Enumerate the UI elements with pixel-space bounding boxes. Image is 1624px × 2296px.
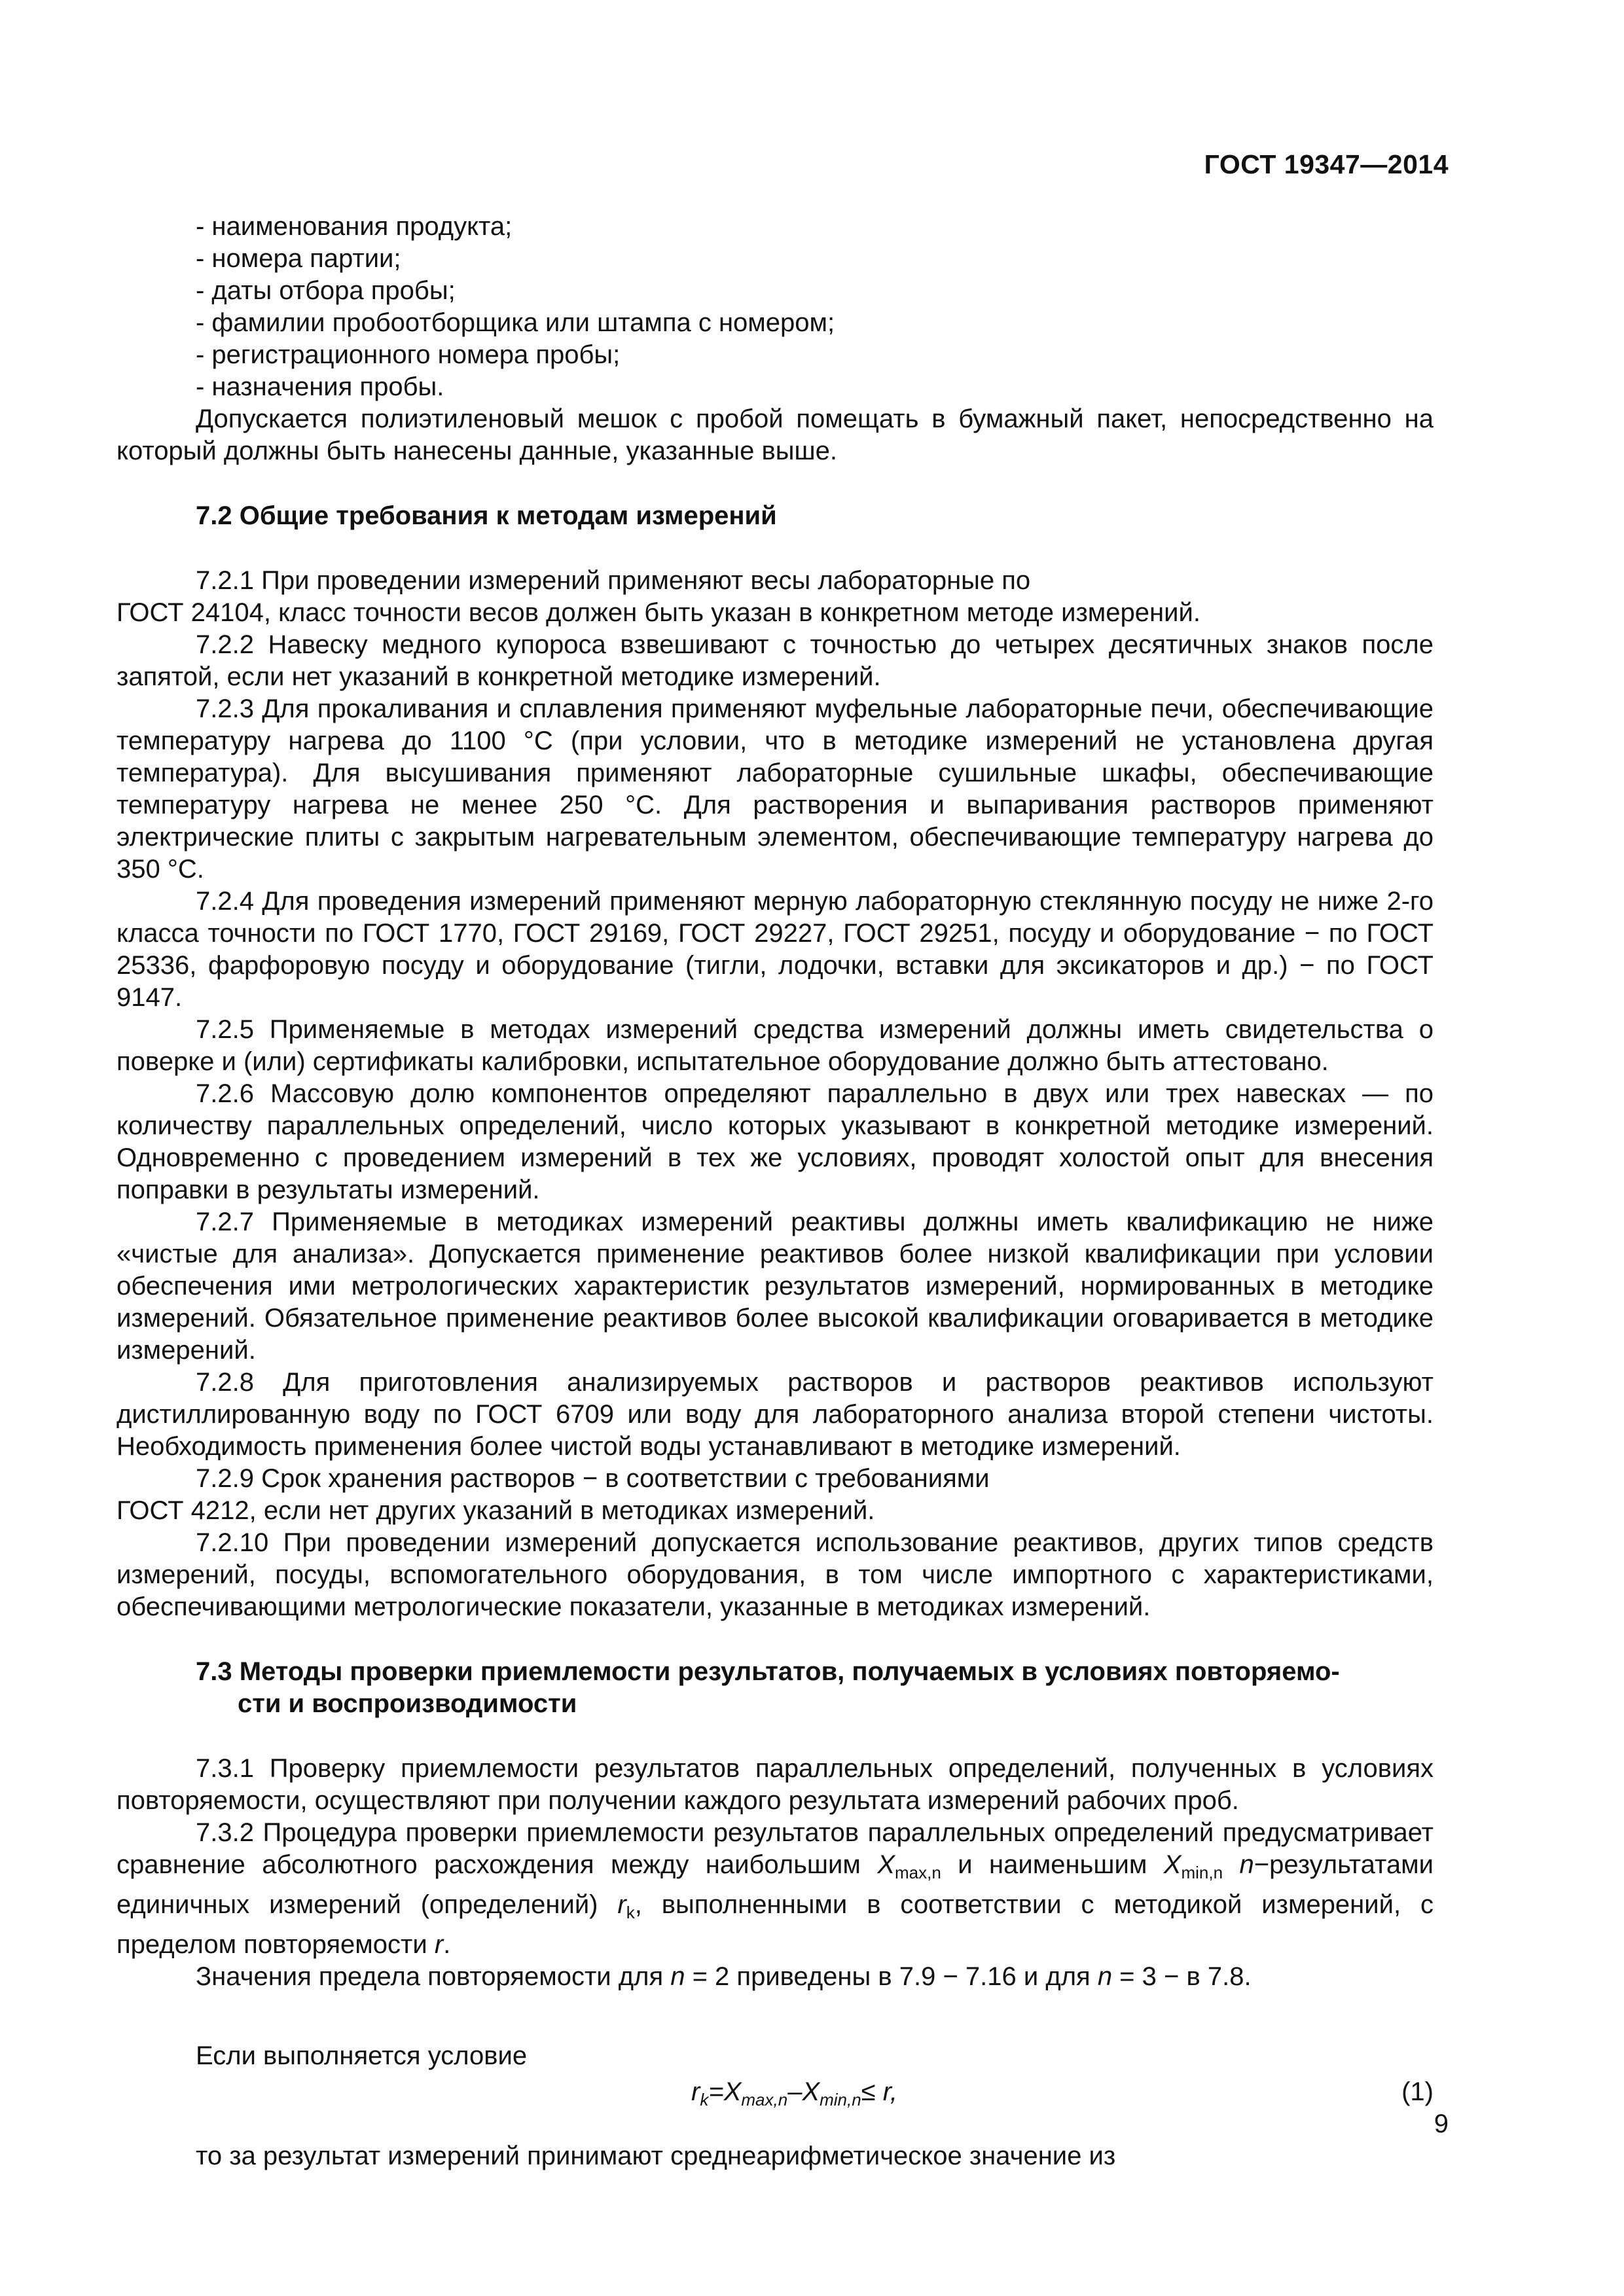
- paragraph-7-2-7: 7.2.7 Применяемые в методиках измерений реактивы должны иметь квалификацию не ниже «чистые для анализа». Допускается применение реактивов более низкой квалификации при условии обеспечения ими метрологических характеристик результатов измерений, нормированных в методике измерений. Обязательное применение реактивов более высокой квалификации оговаривается в методике измерений.: [117, 1208, 1434, 1365]
- section-7-2-heading: 7.2 Общие требования к методам измерений: [196, 501, 777, 530]
- paragraph-bag: Допускается полиэтиленовый мешок с пробой помещать в бумажный пакет, непосредственно на который должны быть нанесены данные, указанные выше.: [117, 404, 1434, 465]
- paragraph-7-2-8: 7.2.8 Для приготовления анализируемых растворов и растворов реактивов используют дистиллированную воду по ГОСТ 6709 или воду для лабораторного анализа второй степени чистоты. Необходимость применения более чистой воды устанавливают в методике измерений.: [117, 1368, 1434, 1461]
- paragraph-7-2-10: 7.2.10 При проведении измерений допускается использование реактивов, других типов средств измерений, посуды, вспомогательного оборудования, в том числе импортного с характеристиками, обеспечивающими метрологические показатели, указанные в методиках измерений.: [117, 1528, 1434, 1621]
- list-item: - даты отбора пробы;: [196, 276, 456, 305]
- section-7-3-heading-line2: сти и воспроизводимости: [238, 1689, 577, 1718]
- list-item: - регистрационного номера пробы;: [196, 340, 621, 369]
- paragraph-7-2-5: 7.2.5 Применяемые в методах измерений средства измерений должны иметь свидетельства о поверке и (или) сертификаты калибровки, испытательное оборудование должно быть аттестовано.: [117, 1015, 1434, 1076]
- page-content: [117, 211, 1434, 2172]
- paragraph-7-2-3: 7.2.3 Для прокаливания и сплавления применяют муфельные лабораторные печи, обеспечивающие температуру нагрева до 1100 °С (при условии, что в методике измерений не установлена другая температура). Для высушивания применяют лабораторные сушильные шкафы, обеспечивающие температуру нагрева не менее 250 °С. Для растворения и выпаривания растворов применяют электрические плиты с закрытым нагревательным элементом, обеспечивающие температуру нагрева до 350 °С.: [117, 694, 1434, 884]
- formula-expression: $r_k=X_{max,n}-X_{min,n}\le r$,: [691, 2077, 898, 2109]
- list-item: - назначения пробы.: [196, 372, 444, 401]
- paragraph-repeatability-limits: Значения предела повторяемости для n = 2 приведены в 7.9 − 7.16 и для n = 3 − в 7.8.: [196, 1962, 1252, 1991]
- paragraph-7-2-9-cont: ГОСТ 4212, если нет других указаний в методиках измерений.: [117, 1496, 875, 1525]
- paragraph-result: то за результат измерений принимают среднеарифметическое значение из: [196, 2142, 1116, 2170]
- paragraph-7-2-6: 7.2.6 Массовую долю компонентов определяют параллельно в двух или трех навесках — по количеству параллельных определений, число которых указывают в конкретной методике измерений. Одновременно с проведением измерений в тех же условиях, проводят холостой опыт для внесения поправки в результаты измерений.: [117, 1079, 1434, 1204]
- formula-number: (1): [1401, 2077, 1434, 2106]
- paragraph-7-3-1: 7.3.1 Проверку приемлемости результатов параллельных определений, полученных в условиях повторяемости, осуществляют при получении каждого результата измерений рабочих проб.: [117, 1754, 1434, 1815]
- paragraph-7-2-1-cont: ГОСТ 24104, класс точности весов должен быть указан в конкретном методе измерений.: [117, 598, 1200, 627]
- section-7-3-heading: [117, 1656, 1434, 1720]
- paragraph-7-2-1: 7.2.1 При проведении измерений применяют весы лабораторные по: [196, 566, 1031, 595]
- paragraph-7-2-4: 7.2.4 Для проведения измерений применяют мерную лабораторную стеклянную посуду не ниже 2-го класса точности по ГОСТ 1770, ГОСТ 29169, ГОСТ 29227, ГОСТ 29251, посуду и оборудование − по ГОСТ 25336, фарфоровую посуду и оборудование (тигли, лодочки, вставки для эксикаторов и др.) − по ГОСТ 9147.: [117, 887, 1434, 1012]
- paragraph-7-2-2: 7.2.2 Навеску медного купороса взвешивают с точностью до четырех десятичных знаков после запятой, если нет указаний в конкретной методике измерений.: [117, 630, 1434, 691]
- standard-header: ГОСТ 19347—2014: [1204, 149, 1449, 179]
- formula-1: [117, 2076, 1434, 2114]
- condition-text: Если выполняется условие: [196, 2041, 528, 2070]
- list-item: - номера партии;: [196, 244, 401, 273]
- page-number: 9: [1434, 2109, 1449, 2138]
- marking-list: [117, 211, 1434, 403]
- section-7-3-heading-line1: 7.3 Методы проверки приемлемости результатов, получаемых в условиях повторяемо-: [196, 1657, 1340, 1686]
- list-item: - наименования продукта;: [196, 212, 513, 241]
- list-item: - фамилии пробоотборщика или штампа с номером;: [196, 308, 835, 337]
- paragraph-7-2-9: 7.2.9 Срок хранения растворов − в соответствии с требованиями: [196, 1464, 990, 1493]
- paragraph-7-3-2: 7.3.2 Процедура проверки приемлемости результатов параллельных определений предусматривает сравнение абсолютного расхождения между наибольшим $X_{max,n}$ и наименьшим $X_{min,n}$ n−результатами единичных измерений (определений) $r_k$, выполненными в соответствии с методикой измерений, с пределом повторяемости r.: [117, 1818, 1434, 1959]
